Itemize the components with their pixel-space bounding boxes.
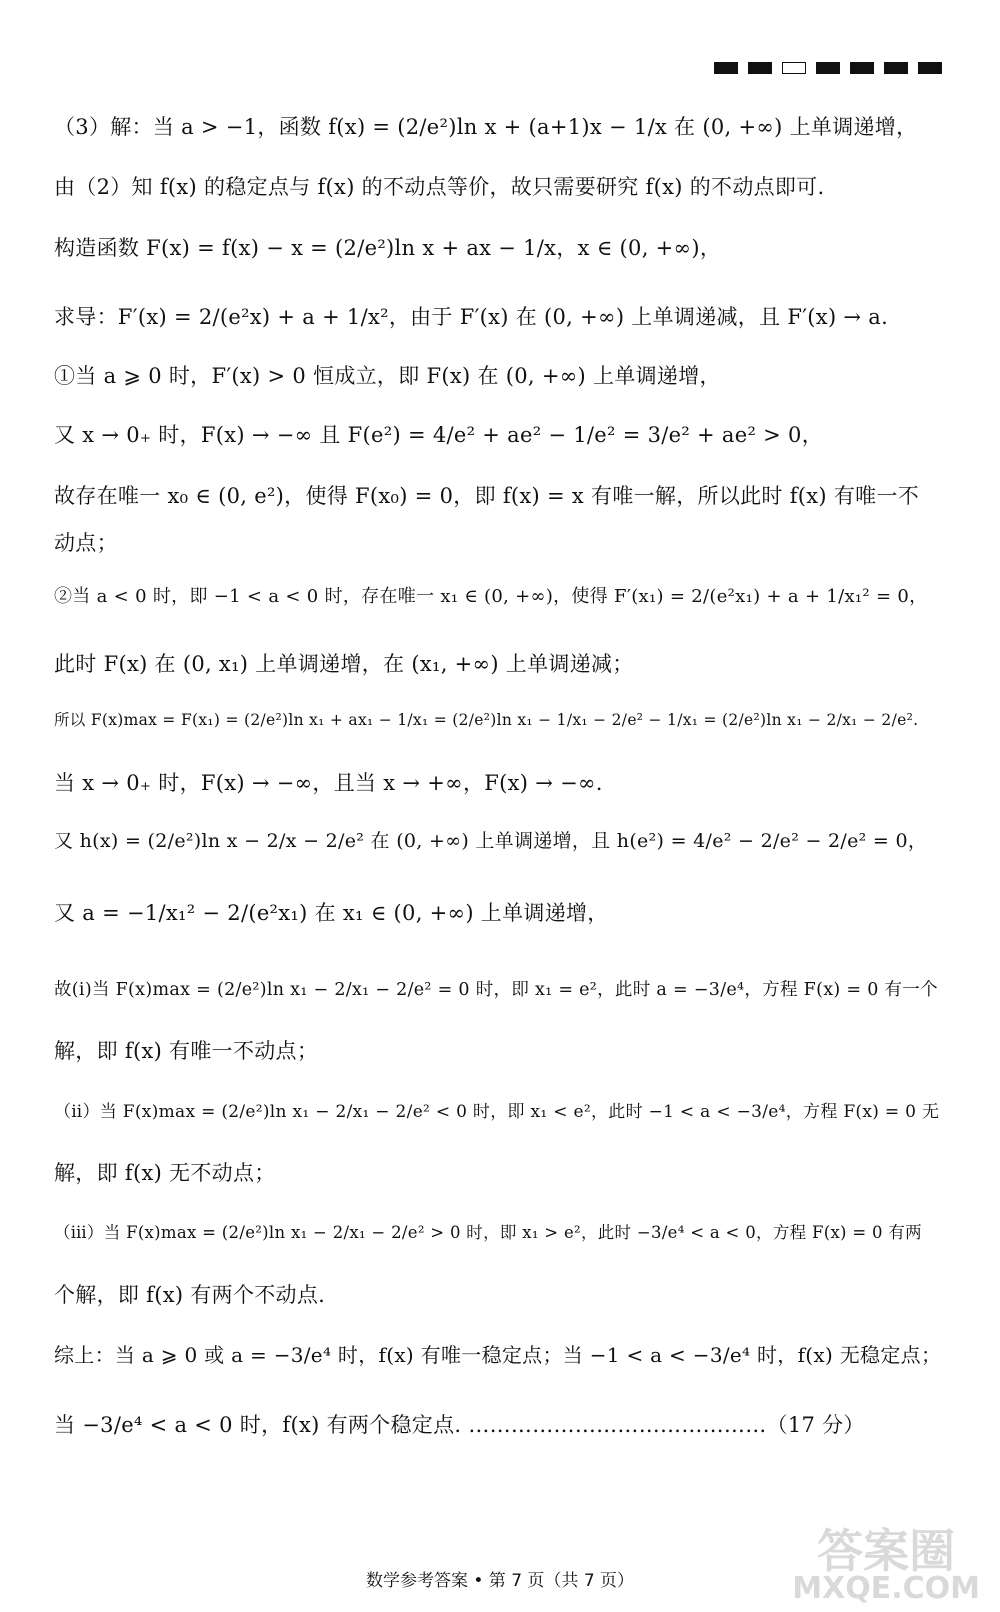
header-marks <box>714 62 942 74</box>
text-line: 当 x → 0₊ 时，F(x) → −∞，且当 x → +∞，F(x) → −∞. <box>54 771 603 795</box>
header-mark <box>850 62 874 74</box>
header-mark <box>884 62 908 74</box>
header-mark <box>918 62 942 74</box>
text-line: 构造函数 F(x) = f(x) − x = (2/e²)ln x + ax − 1/x，x ∈ (0, +∞)， <box>54 236 722 260</box>
text-line: 当 −3/e⁴ < a < 0 时，f(x) 有两个稳定点. ……………………………………（17 分） <box>54 1413 865 1437</box>
text-line: 动点； <box>54 531 118 555</box>
text-line: 所以 F(x)max = F(x₁) = (2/e²)ln x₁ + ax₁ − 1/x₁ = (2/e²)ln x₁ − 1/x₁ − 2/e² − 1/x₁ = (2/e²)ln x₁ − 2/x₁ − 2/e². <box>54 711 919 729</box>
text-line: 故(ⅰ)当 F(x)max = (2/e²)ln x₁ − 2/x₁ − 2/e² = 0 时，即 x₁ = e²，此时 a = −3/e⁴，方程 F(x) = 0 有一个 <box>54 980 938 1000</box>
watermark-domain: MXQE.COM <box>792 1571 980 1606</box>
text-line: （3）解：当 a > −1，函数 f(x) = (2/e²)ln x + (a+1)x − 1/x 在 (0, +∞) 上单调递增， <box>54 115 918 139</box>
text-line: ①当 a ⩾ 0 时，F′(x) > 0 恒成立，即 F(x) 在 (0, +∞) 上单调递增， <box>54 364 721 388</box>
header-mark <box>748 62 772 74</box>
watermark-logo <box>792 1524 980 1606</box>
text-line: 故存在唯一 x₀ ∈ (0, e²)，使得 F(x₀) = 0，即 f(x) = x 有唯一解，所以此时 f(x) 有唯一不 <box>54 484 920 508</box>
header-mark-open <box>782 62 806 74</box>
watermark-text: 答案圈 <box>817 1524 956 1578</box>
text-line: 综上：当 a ⩾ 0 或 a = −3/e⁴ 时，f(x) 有唯一稳定点；当 −1 < a < −3/e⁴ 时，f(x) 无稳定点； <box>54 1343 942 1367</box>
text-line: 个解，即 f(x) 有两个不动点. <box>54 1283 326 1307</box>
text-line: 求导：F′(x) = 2/(e²x) + a + 1/x²，由于 F′(x) 在 (0, +∞) 上单调递减，且 F′(x) → a. <box>54 305 889 329</box>
text-line: 解，即 f(x) 有唯一不动点； <box>54 1039 319 1063</box>
text-line: （ⅱ）当 F(x)max = (2/e²)ln x₁ − 2/x₁ − 2/e² < 0 时，即 x₁ < e²，此时 −1 < a < −3/e⁴，方程 F(x) = 0 无 <box>54 1102 940 1122</box>
text-line: 又 a = −1/x₁² − 2/(e²x₁) 在 x₁ ∈ (0, +∞) 上单调递增， <box>54 901 609 925</box>
header-mark <box>816 62 840 74</box>
text-line: 此时 F(x) 在 (0, x₁) 上单调递增，在 (x₁, +∞) 上单调递减； <box>54 652 634 676</box>
text-line: 又 x → 0₊ 时，F(x) → −∞ 且 F(e²) = 4/e² + ae² − 1/e² = 3/e² + ae² > 0， <box>54 423 823 447</box>
text-line: 解，即 f(x) 无不动点； <box>54 1161 276 1185</box>
text-line: 又 h(x) = (2/e²)ln x − 2/x − 2/e² 在 (0, +∞) 上单调递增，且 h(e²) = 4/e² − 2/e² − 2/e² = 0， <box>54 830 928 852</box>
page-footer: 数学参考答案 • 第 7 页（共 7 页） <box>365 1571 635 1591</box>
text-line: 由（2）知 f(x) 的稳定点与 f(x) 的不动点等价，故只需要研究 f(x) 的不动点即可. <box>54 175 825 199</box>
text-line: （ⅲ）当 F(x)max = (2/e²)ln x₁ − 2/x₁ − 2/e² > 0 时，即 x₁ > e²，此时 −3/e⁴ < a < 0，方程 F(x) = 0 有两 <box>54 1223 922 1242</box>
text-line: ②当 a < 0 时，即 −1 < a < 0 时，存在唯一 x₁ ∈ (0, +∞)，使得 F′(x₁) = 2/(e²x₁) + a + 1/x₁² = 0， <box>54 586 928 607</box>
header-mark <box>714 62 738 74</box>
